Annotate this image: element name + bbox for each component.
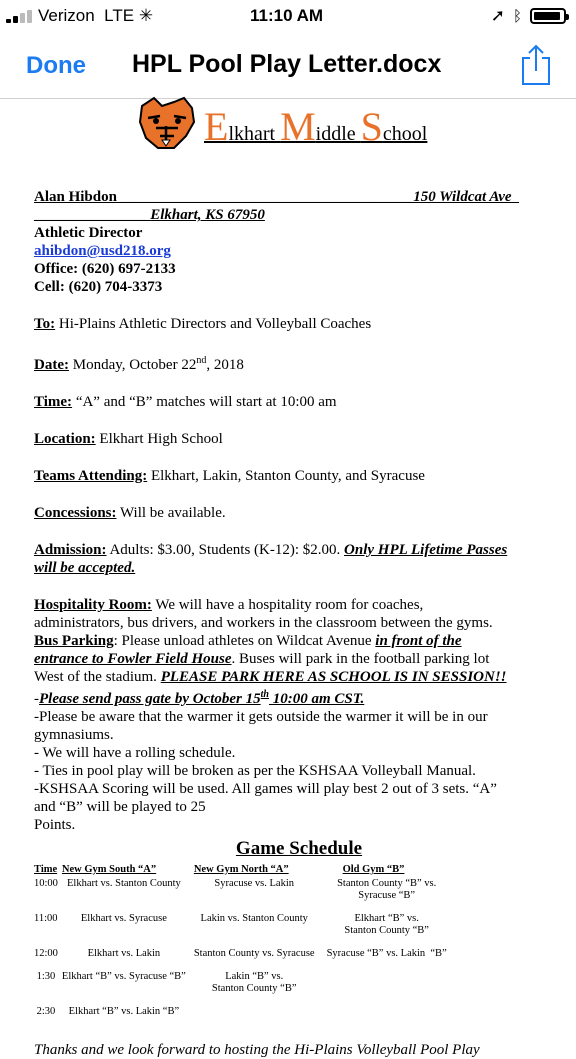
time-field: Time: “A” and “B” matches will start at 10:00 am xyxy=(34,394,337,410)
table-row xyxy=(34,971,451,1006)
closing-line: Thanks and we look forward to hosting the Hi-Plains Volleyball Pool Play xyxy=(34,1042,480,1058)
table-cell: Stanton County “B” vs. Syracuse “B” xyxy=(337,878,437,901)
admission-note: will be accepted. xyxy=(34,560,136,576)
email-link[interactable]: ahibdon@usd218.org xyxy=(34,243,171,259)
concessions-field: Concessions: Will be available. xyxy=(34,505,226,521)
hospitality-text: administrators, bus drivers, and workers in the classroom between the gyms. xyxy=(34,615,493,631)
office-phone: Office: (620) 697-2133 xyxy=(34,261,176,277)
admission-field: Admission: Adults: $3.00, Students (K-12): $2.00. Only HPL Lifetime Passes xyxy=(34,542,508,558)
hospitality-field: Hospitality Room: We will have a hospitality room for coaches, xyxy=(34,597,424,613)
header-time: Time xyxy=(34,864,58,875)
bus-parking-field: Bus Parking: Please unload athletes on Wildcat Avenue in front of the xyxy=(34,633,462,649)
header-north-gym: New Gym North “A” xyxy=(193,864,289,875)
sender-role: Athletic Director xyxy=(34,225,143,241)
scoring-note-2: and “B” will be played to 25 xyxy=(34,799,206,815)
table-cell: 11:00 xyxy=(34,913,58,924)
document-body[interactable] xyxy=(34,100,564,1059)
table-cell xyxy=(319,1006,451,1029)
document-title: HPL Pool Play Letter.docx xyxy=(132,50,442,78)
teams-field: Teams Attending: Elkhart, Lakin, Stanton County, and Syracuse xyxy=(34,468,425,484)
table-cell: 12:00 xyxy=(34,948,58,959)
bus-parking-text-2: entrance to Fowler Field House. Buses will park in the football parking lot xyxy=(34,651,490,667)
schedule-title: Game Schedule xyxy=(235,838,363,859)
table-cell: Elkhart “B” vs. Lakin “B” xyxy=(68,1006,180,1017)
game-schedule-table xyxy=(34,864,451,1029)
table-row xyxy=(34,913,451,948)
table-cell: Elkhart vs. Stanton County xyxy=(67,878,181,889)
table-cell: Elkhart “B” vs. Stanton County “B” xyxy=(344,913,429,936)
status-bar xyxy=(0,0,576,34)
done-button[interactable]: Done xyxy=(26,52,86,79)
scoring-note-3: Points. xyxy=(34,817,76,833)
table-cell xyxy=(319,971,451,1006)
clock: 11:10 AM xyxy=(250,6,324,25)
to-field: To: Hi-Plains Athletic Directors and Volleyball Coaches xyxy=(34,316,372,332)
table-header-row xyxy=(34,864,451,878)
date-field: Date: Monday, October 22nd, 2018 xyxy=(34,355,244,373)
document-nav-bar xyxy=(0,34,576,99)
table-cell: Lakin “B” vs. Stanton County “B” xyxy=(211,971,297,994)
table-row xyxy=(34,1006,451,1029)
table-row xyxy=(34,948,451,971)
warmth-note: -Please be aware that the warmer it gets outside the warmer it will be in our xyxy=(34,709,488,725)
table-cell: Syracuse “B” vs. Lakin “B” xyxy=(326,948,447,959)
carrier-label: Verizon LTE ✳ xyxy=(38,6,154,25)
bluetooth-icon: ᛒ xyxy=(512,7,522,25)
table-cell: 10:00 xyxy=(34,878,58,889)
rolling-note: - We will have a rolling schedule. xyxy=(34,745,236,761)
table-cell: Elkhart vs. Syracuse xyxy=(80,913,167,924)
battery-icon xyxy=(530,8,566,24)
ties-note: - Ties in pool play will be broken as per the KSHSAA Volleyball Manual. xyxy=(34,763,476,779)
table-cell: 1:30 xyxy=(34,971,56,982)
table-row xyxy=(34,878,451,913)
cell-phone: Cell: (620) 704-3373 xyxy=(34,279,163,295)
table-cell: Elkhart vs. Lakin xyxy=(87,948,161,959)
sender-line-2: _______________ Elkhart, KS 67950 xyxy=(34,207,265,223)
header-old-gym: Old Gym “B” xyxy=(342,864,405,875)
warmth-note-2: gymnasiums. xyxy=(34,727,114,743)
table-cell xyxy=(190,1006,319,1029)
location-field: Location: Elkhart High School xyxy=(34,431,223,447)
bus-parking-text-3: West of the stadium. PLEASE PARK HERE AS SCHOOL IS IN SESSION!! xyxy=(34,669,507,685)
wildcat-logo-icon xyxy=(134,96,200,152)
school-name: Elkhart Middle School xyxy=(204,104,428,149)
scoring-note: -KSHSAA Scoring will be used. All games will play best 2 out of 3 sets. “A” xyxy=(34,781,497,797)
signal-icon xyxy=(6,10,32,23)
pass-gate-note: -Please send pass gate by October 15th 10:00 am CST. xyxy=(34,689,365,707)
table-cell: 2:30 xyxy=(34,1006,56,1017)
sender-line-1: Alan Hibdon _______________________________________150 Wildcat Ave xyxy=(34,189,512,205)
header-south-gym: New Gym South “A” xyxy=(61,864,157,875)
letterhead xyxy=(34,100,564,188)
table-cell: Syracuse vs. Lakin xyxy=(214,878,295,889)
loading-icon: ✳ xyxy=(138,6,154,25)
location-icon: ➚ xyxy=(490,6,505,25)
table-cell: Lakin vs. Stanton County xyxy=(200,913,308,924)
table-cell: Elkhart “B” vs. Syracuse “B” xyxy=(61,971,186,982)
table-cell: Stanton County vs. Syracuse xyxy=(193,948,315,959)
share-icon[interactable] xyxy=(520,44,552,91)
